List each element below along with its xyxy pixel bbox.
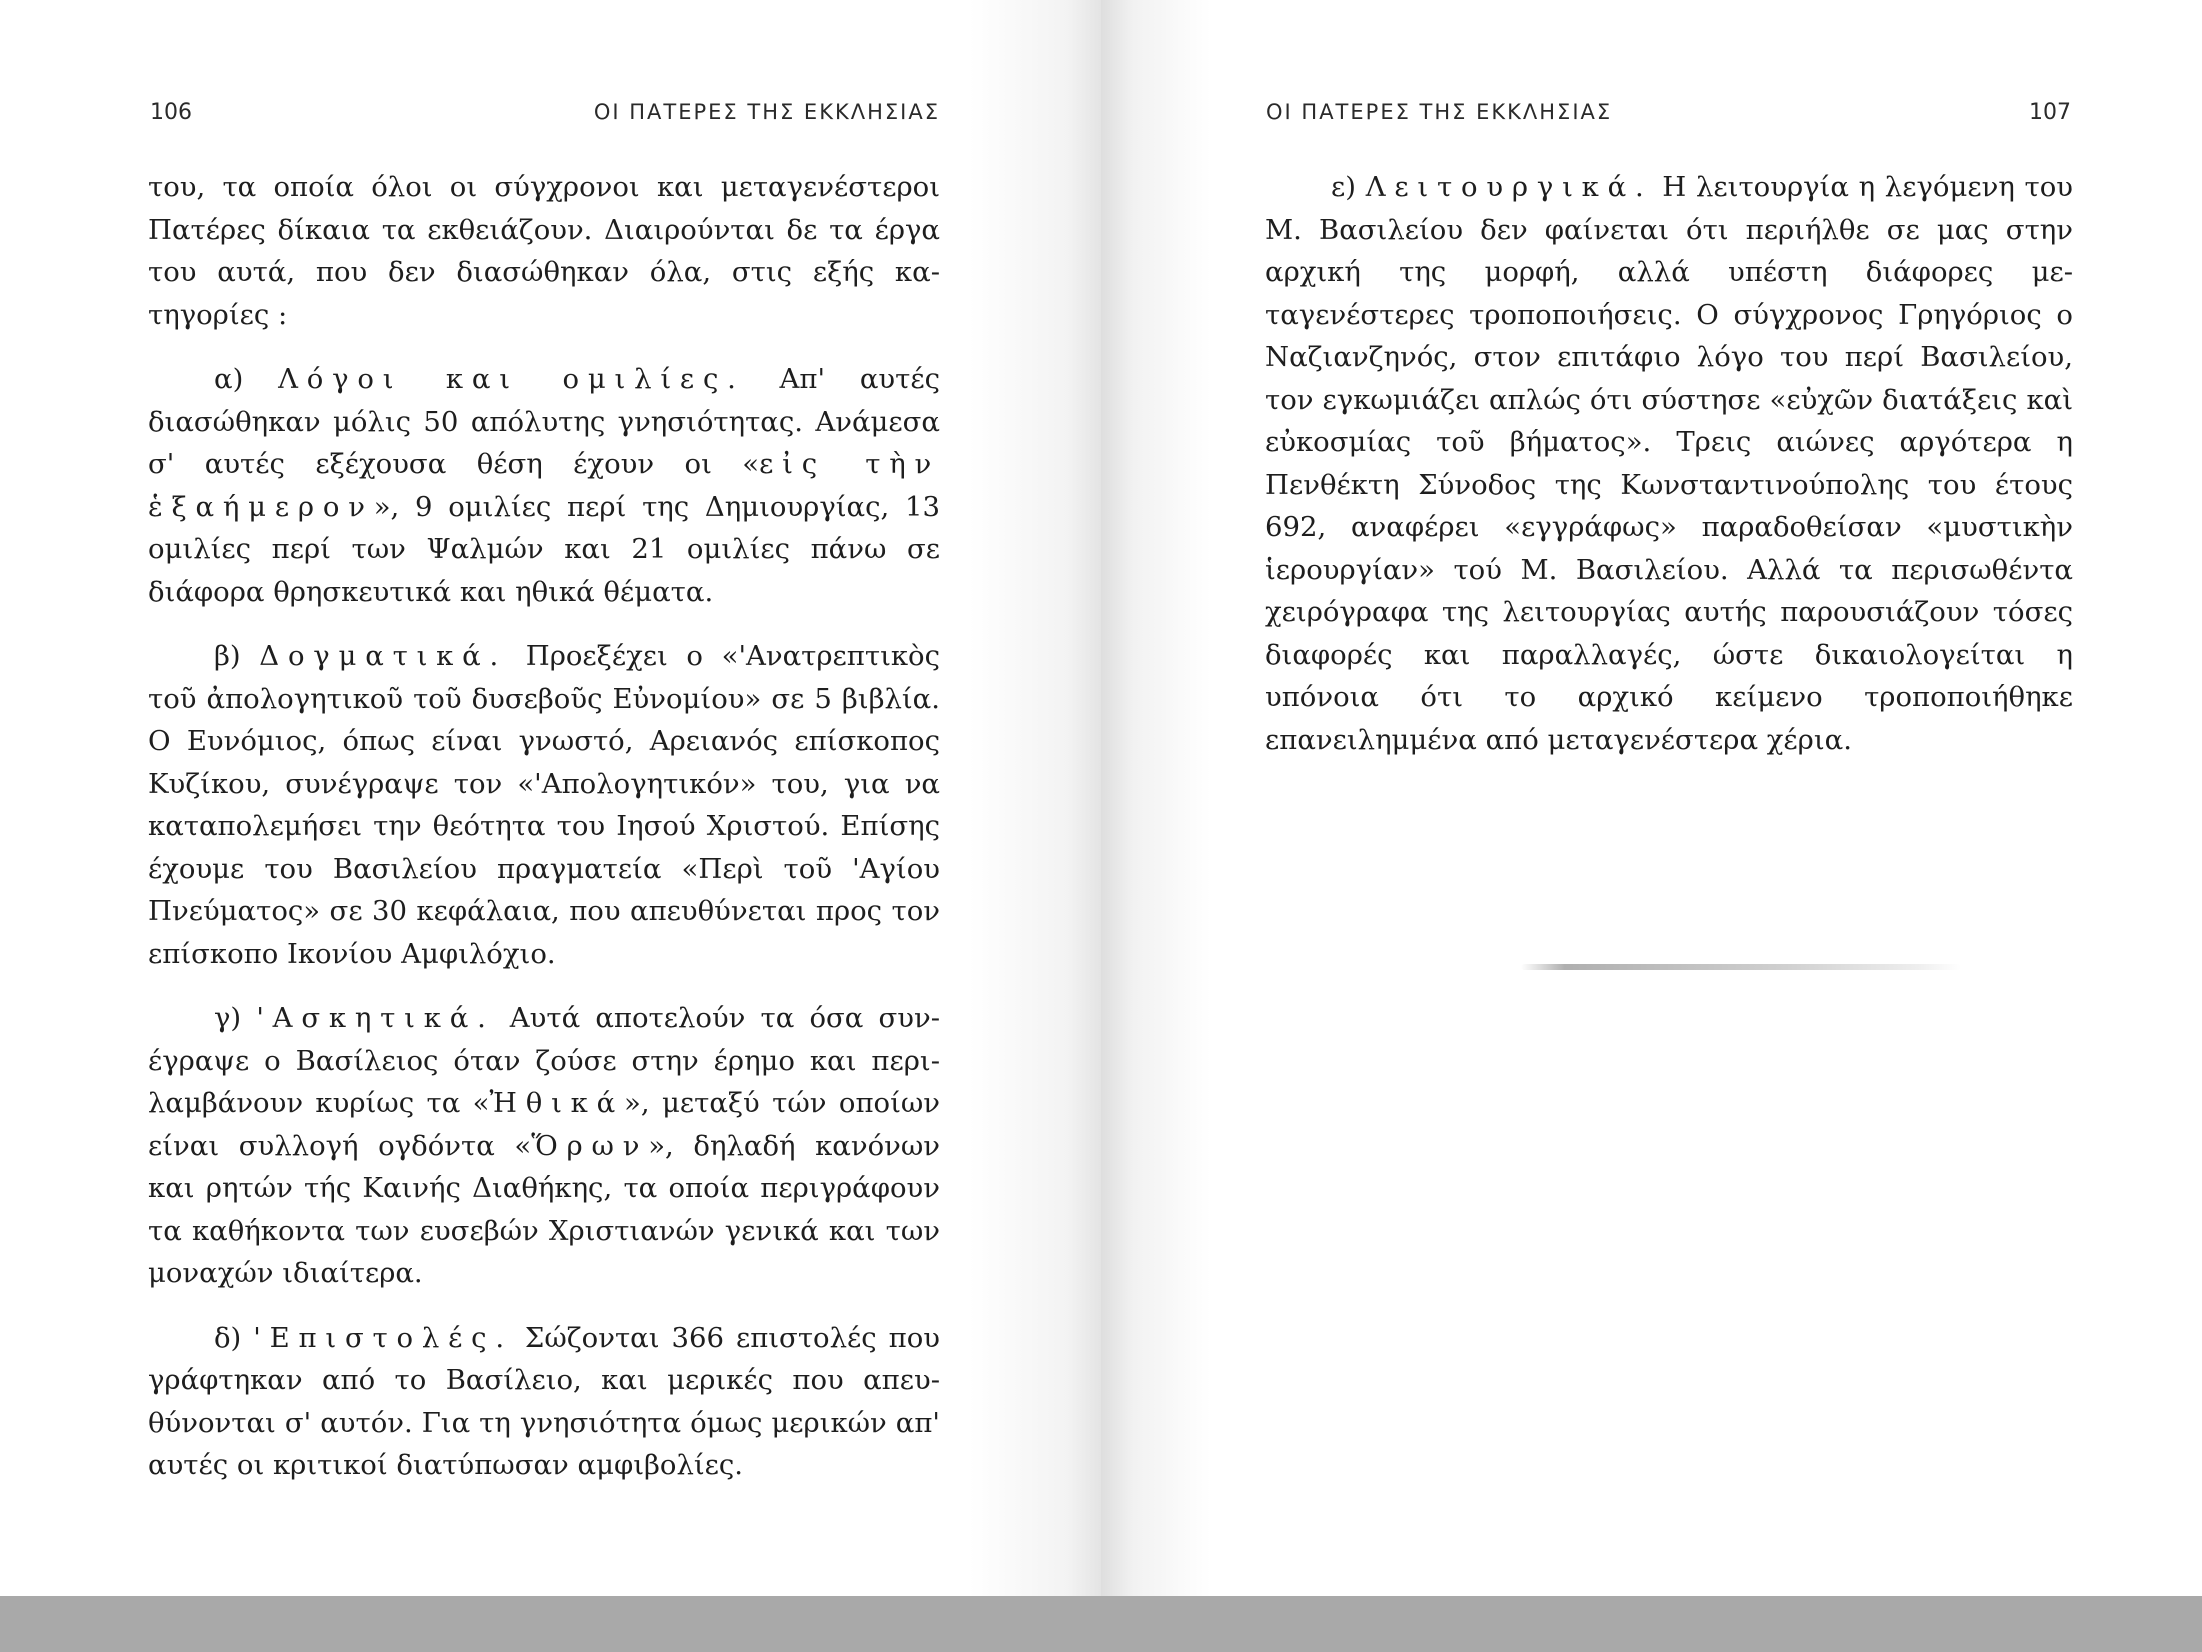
running-head: ΟΙ ΠΑΤΕΡΕΣ ΤΗΣ ΕΚΚΛΗΣΙΑΣ: [593, 100, 940, 124]
paragraph-text: Προεξέχει ο «'Ανατρεπτικὸς τοῦ ἀπολογητικοῦ τοῦ δυσεβοῦς Εὐνομίου» σε 5 βιβλία. Ο Ευνόμιος, όπως είναι γνωστό, Αρειανός επίσκοπος Κυζίκου, συνέγραψε τον «'Απολογητικόν» του, για να καταπολεμήσει την θεότητα του Ιησού Χριστού. Επίσης έχουμε του Βασιλείου πραγματεία «Περὶ τοῦ 'Αγίου Πνεύματος» σε 30 κεφάλαια, που απευθύνεται προς τον επίσκοπο Ικονίου Αμφιλόχιο.: [148, 640, 940, 970]
left-page-header: [150, 100, 940, 140]
left-page-body: [148, 166, 940, 1509]
right-page: [1101, 0, 2202, 1596]
section-heading: Λειτουργικά.: [1365, 171, 1653, 203]
work-title: εἰς τὴν ἑξαήμερον: [148, 448, 940, 523]
paragraph-text: Η λειτουργία η λεγόμενη του Μ. Βασιλείου δεν φαίνεται ότι περιήλθε σε μας στην αρχική της μορφή, αλλά υπέστη διάφορες μεταγενέστερες τροποποιήσεις. Ο σύγχρονος Γρηγόριος ο Ναζιανζηνός, στον επιτάφιο λόγο του περί Βασιλείου, τον εγκωμιάζει απλώς ότι σύστησε «εὐχῶν διατάξεις καὶ εὐκοσμίας τοῦ βήματος». Τρεις αιώνες αργότερα η Πενθέκτη Σύνοδος της Κωνσταντινούπολης του έτους 692, αναφέρει «εγγράφως» παραδοθείσαν «μυστικὴν ἱερουργίαν» τού Μ. Βασιλείου. Αλλά τα περισωθέντα χειρόγραφα της λειτουργίας αυτής παρουσιάζουν τόσες διαφορές και παραλλαγές, ώστε δικαιολογείται η υπόνοια ότι το αρχικό κείμενο τροποποιήθηκε επανειλημμένα από μεταγενέστερα χέρια.: [1265, 171, 2073, 756]
section-heading: 'Επιστολές.: [253, 1321, 513, 1354]
scan-smudge: [1521, 964, 1961, 970]
paragraph-text: Απ' αυτές διασώθηκαν μόλις 50 απόλυτης γνησιότητας. Ανάμεσα σ' αυτές εξέχουσα θέση έχουν οι «: [148, 363, 940, 480]
paragraph-text: του, τα οποία όλοι οι σύγχρονοι και μεταγενέστεροι Πατέρες δίκαια τα εκθειάζουν. Διαιρούνται δε τα έργα του αυτά, που δεν διασώθηκαν όλα, στις εξής κατηγορίες :: [148, 171, 940, 331]
paragraph-text: Αυτά αποτελούν τα όσα συνέγραψε ο Βασίλειος όταν ζούσε στην έρημο και περιλαμβάνουν κυρίως τα «: [148, 1002, 941, 1119]
paragraph-asketika: [148, 997, 940, 1295]
section-heading: Λόγοι και ομιλίες.: [278, 363, 745, 395]
paragraph-text: », 9 ομιλίες περί της Δημιουργίας, 13 ομιλίες περί των Ψαλμών και 21 ομιλίες πάνω σε διάφορα θρησκευτικά και ηθικά θέματα.: [148, 490, 940, 608]
page-number: 107: [2029, 100, 2071, 125]
running-head: ΟΙ ΠΑΤΕΡΕΣ ΤΗΣ ΕΚΚΛΗΣΙΑΣ: [1266, 100, 1613, 124]
section-heading: 'Ασκητικά.: [256, 1002, 495, 1034]
paragraph-text: », δηλαδή κανόνων και ρητών τής Καινής Διαθήκης, τα οποία περιγράφουν τα καθήκοντα των ευσεβών Χριστιανών γενικά και των μοναχών ιδιαίτερα.: [148, 1129, 940, 1289]
paragraph-epistoles: [148, 1317, 940, 1487]
item-marker: β): [214, 640, 260, 672]
right-page-header: [1266, 100, 2071, 140]
section-heading: Δογματικά.: [259, 640, 508, 672]
paragraph-text: Σώζονται 366 επιστολές που γράφτηκαν από το Βασίλειο, και μερικές που απευθύνονται σ' αυτόν. Για τη γνησιότητα όμως μερικών απ' αυτές οι κριτικοί διατύπωσαν αμφιβολίες.: [148, 1321, 940, 1481]
paragraph-dogmatika: [148, 635, 940, 975]
paragraph-logoi: [148, 358, 940, 613]
work-title: Ἠθικά: [489, 1087, 625, 1119]
page-number: 106: [150, 100, 192, 125]
item-marker: δ): [214, 1321, 254, 1354]
right-page-body: [1265, 166, 2073, 783]
work-title: Ὅρων: [531, 1129, 649, 1162]
scanner-bed-edge: [0, 1596, 2202, 1652]
item-marker: α): [214, 363, 279, 395]
paragraph-leitourgika: [1265, 166, 2073, 761]
left-page: [0, 0, 1101, 1596]
paragraph-continuation: [148, 166, 940, 336]
item-marker: ε): [1331, 171, 1366, 203]
item-marker: γ): [214, 1002, 257, 1034]
paragraph-text: », μεταξύ τών οποίων είναι συλλογή ογδόντα «: [148, 1087, 940, 1162]
